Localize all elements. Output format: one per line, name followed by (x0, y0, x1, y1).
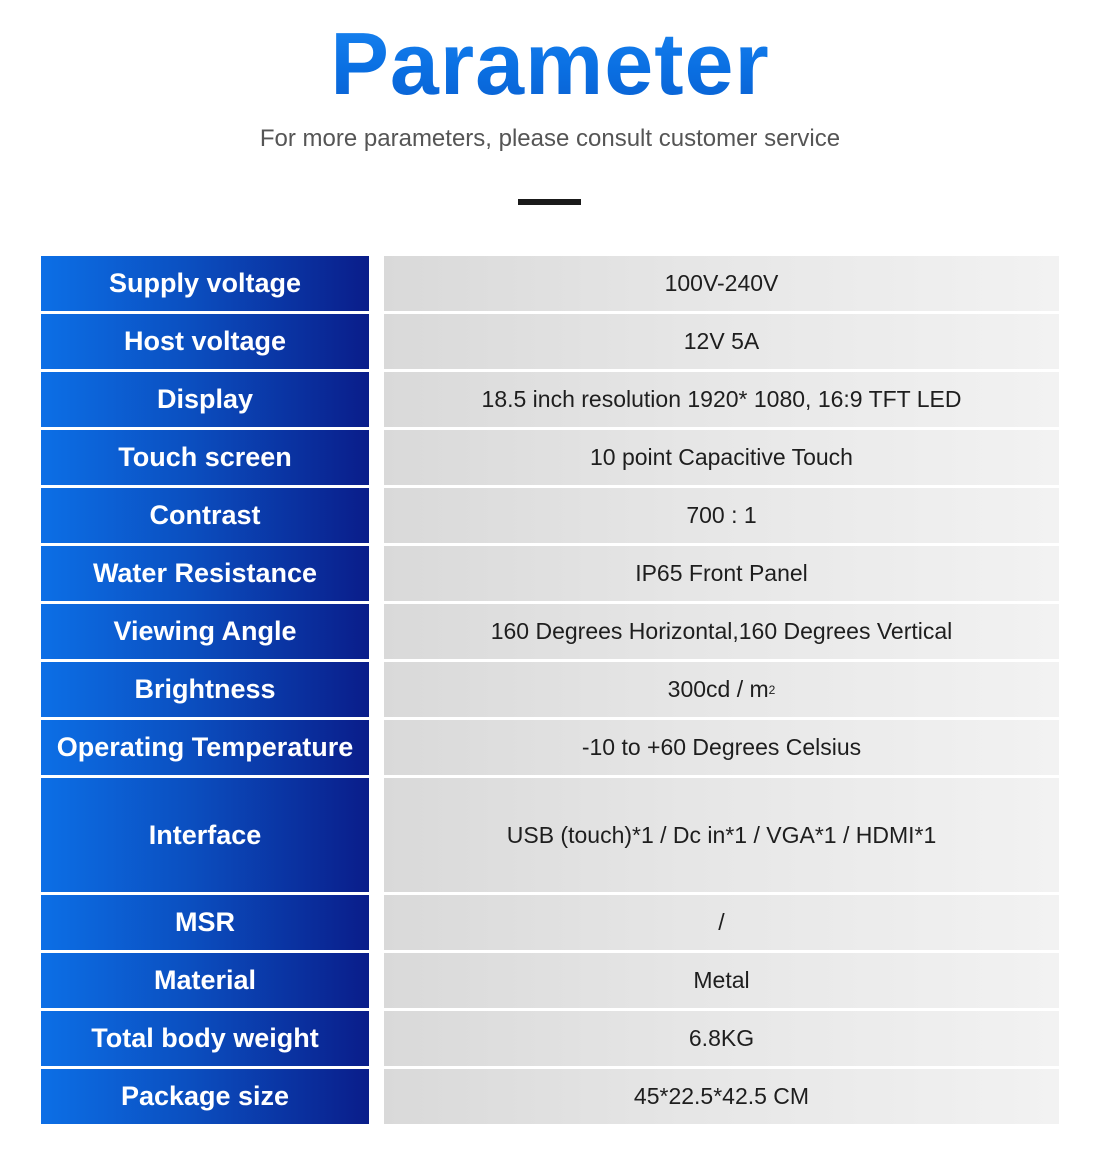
spec-row-interface (41, 778, 1059, 892)
column-gap (369, 430, 384, 485)
column-gap (369, 1069, 384, 1124)
column-gap (369, 372, 384, 427)
spec-label: Viewing Angle (41, 604, 369, 659)
spec-label: Touch screen (41, 430, 369, 485)
spec-label: Brightness (41, 662, 369, 717)
spec-row-host-voltage (41, 314, 1059, 369)
spec-table (41, 256, 1059, 1127)
page-title: Parameter (0, 14, 1100, 114)
spec-value: Metal (384, 953, 1059, 1008)
spec-value: 700 : 1 (384, 488, 1059, 543)
spec-label: Supply voltage (41, 256, 369, 311)
spec-row-operating-temperature (41, 720, 1059, 775)
spec-row-package-size (41, 1069, 1059, 1124)
spec-value: 160 Degrees Horizontal,160 Degrees Vertical (384, 604, 1059, 659)
spec-value: 45*22.5*42.5 CM (384, 1069, 1059, 1124)
column-gap (369, 1011, 384, 1066)
column-gap (369, 953, 384, 1008)
column-gap (369, 604, 384, 659)
spec-row-display (41, 372, 1059, 427)
spec-value: / (384, 895, 1059, 950)
spec-value: USB (touch)*1 / Dc in*1 / VGA*1 / HDMI*1 (384, 778, 1059, 892)
spec-value: 18.5 inch resolution 1920* 1080, 16:9 TFT LED (384, 372, 1059, 427)
spec-label: Contrast (41, 488, 369, 543)
spec-value: -10 to +60 Degrees Celsius (384, 720, 1059, 775)
spec-label: Water Resistance (41, 546, 369, 601)
spec-label: Display (41, 372, 369, 427)
column-gap (369, 662, 384, 717)
spec-label: Package size (41, 1069, 369, 1124)
spec-row-material (41, 953, 1059, 1008)
spec-label: Material (41, 953, 369, 1008)
spec-row-water-resistance (41, 546, 1059, 601)
spec-value: 6.8KG (384, 1011, 1059, 1066)
spec-row-msr (41, 895, 1059, 950)
column-gap (369, 778, 384, 892)
spec-row-supply-voltage (41, 256, 1059, 311)
spec-value: 100V-240V (384, 256, 1059, 311)
spec-row-brightness (41, 662, 1059, 717)
spec-row-contrast (41, 488, 1059, 543)
spec-row-viewing-angle (41, 604, 1059, 659)
spec-value: IP65 Front Panel (384, 546, 1059, 601)
spec-value-brightness: 300cd / m 2 (384, 662, 1059, 717)
column-gap (369, 546, 384, 601)
column-gap (369, 314, 384, 369)
spec-value: 10 point Capacitive Touch (384, 430, 1059, 485)
spec-label: MSR (41, 895, 369, 950)
column-gap (369, 488, 384, 543)
title-divider (518, 199, 581, 205)
spec-row-touch-screen (41, 430, 1059, 485)
page-subtitle: For more parameters, please consult customer service (259, 125, 841, 152)
spec-label: Total body weight (41, 1011, 369, 1066)
brightness-value-text: 300cd / m (667, 676, 769, 702)
spec-value: 12V 5A (384, 314, 1059, 369)
spec-label: Host voltage (41, 314, 369, 369)
column-gap (369, 256, 384, 311)
spec-row-total-body-weight (41, 1011, 1059, 1066)
spec-label: Operating Temperature (41, 720, 369, 775)
column-gap (369, 895, 384, 950)
spec-label: Interface (41, 778, 369, 892)
column-gap (369, 720, 384, 775)
